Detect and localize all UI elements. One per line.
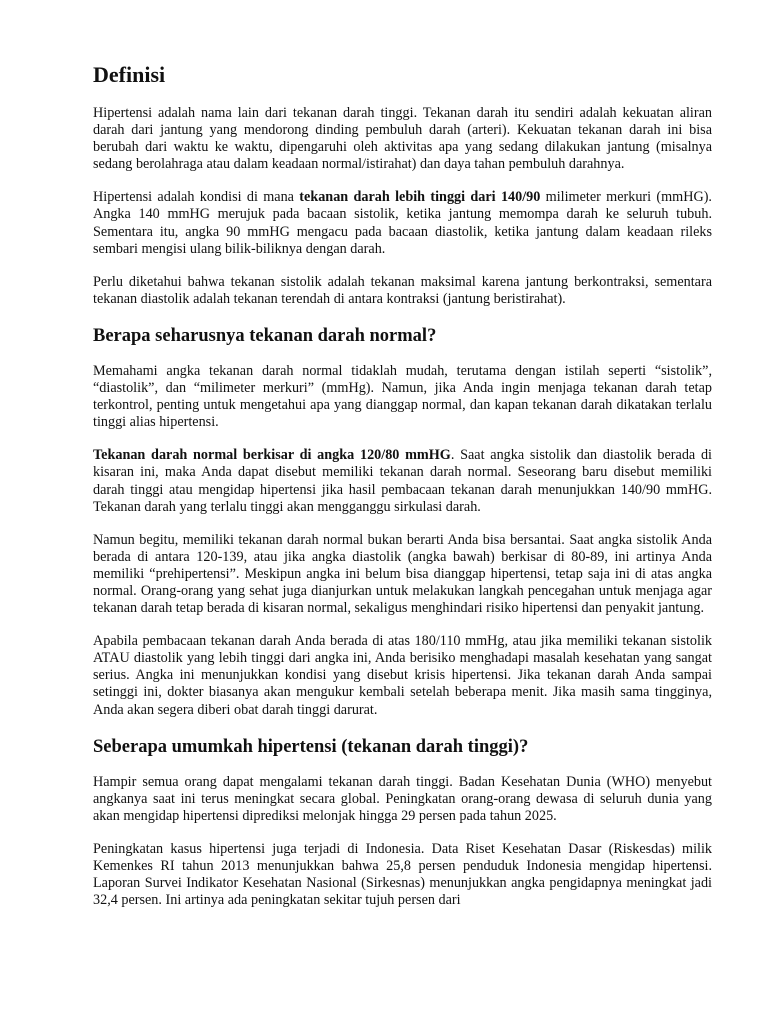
paragraph: Peningkatan kasus hipertensi juga terjadi di Indonesia. Data Riset Kesehatan Dasar (Riskesdas) milik Kemenkes RI tahun 2013 menunjukkan bahwa 25,8 persen penduduk Indonesia mengidap hipertensi. Laporan Survei Indikator Kesehatan Nasional (Sirkesnas) menunjukkan angka pengidapnya meningkat jadi 32,4 persen. Ini artinya ada peningkatan sekitar tujuh persen dari — [93, 840, 712, 909]
paragraph-text: milimeter merkuri (mmHG). Angka 140 mmHG merujuk pada bacaan sistolik, ketika jantung memompa darah ke seluruh tubuh. Sementara itu, angka 90 mmHG mengacu pada bacaan diastolik, ketika jantung dalam keadaan rileks sembari mengisi ulang bilik-biliknya dengan darah. — [93, 189, 712, 257]
paragraph-bold-text: Tekanan darah normal berkisar di angka 120/80 mmHG — [93, 447, 451, 464]
section-heading-tekanan-normal: Berapa seharusnya tekanan darah normal? — [93, 325, 437, 346]
paragraph-text: Hipertensi adalah kondisi di mana — [93, 189, 300, 206]
paragraph-text: . Saat angka sistolik dan diastolik berada di kisaran ini, maka Anda dapat disebut memiliki tekanan darah normal. Seseorang baru disebut memiliki darah tinggi atau mengidap hipertensi jika hasil pembacaan tekanan darah menunjukkan 140/90 mmHG. Tekanan darah yang terlalu tinggi akan mengganggu sirkulasi darah. — [93, 447, 712, 515]
paragraph-bold-text: tekanan darah lebih tinggi dari 140/90 — [299, 189, 541, 206]
document-page — [93, 62, 712, 925]
paragraph — [93, 189, 712, 257]
paragraph: Hampir semua orang dapat mengalami tekanan darah tinggi. Badan Kesehatan Dunia (WHO) menyebut angkanya saat ini terus meningkat secara global. Peningkatan orang-orang dewasa di seluruh dunia yang akan mengidap hipertensi diprediksi melonjak hingga 29 persen pada tahun 2025. — [93, 773, 712, 824]
paragraph — [93, 447, 712, 515]
section-heading-definisi: Definisi — [93, 62, 166, 87]
paragraph: Apabila pembacaan tekanan darah Anda berada di atas 180/110 mmHg, atau jika memiliki tekanan sistolik ATAU diastolik yang lebih tinggi dari angka ini, Anda berisiko menghadapi masalah kesehatan yang sangat serius. Angka ini menunjukkan kondisi yang disebut krisis hipertensi. Jika tekanan darah Anda sampai setinggi ini, dokter biasanya akan mengukur kembali setelah beberapa menit. Jika masih sama tingginya, Anda akan segera diberi obat darah tinggi darurat. — [93, 633, 712, 718]
paragraph: Perlu diketahui bahwa tekanan sistolik adalah tekanan maksimal karena jantung berkontraksi, sementara tekanan diastolik adalah tekanan terendah di antara kontraksi (jantung beristirahat). — [93, 273, 712, 307]
section-heading-seberapa-umum: Seberapa umumkah hipertensi (tekanan darah tinggi)? — [93, 736, 529, 757]
paragraph: Hipertensi adalah nama lain dari tekanan darah tinggi. Tekanan darah itu sendiri adalah kekuatan aliran darah dari jantung yang mendorong dinding pembuluh darah (arteri). Kekuatan tekanan darah ini bisa berubah dari waktu ke waktu, dipengaruhi oleh aktivitas apa yang sedang dilakukan jantung (misalnya sedang berolahraga atau dalam keadaan normal/istirahat) dan daya tahan pembuluh darahnya. — [93, 105, 712, 173]
paragraph: Namun begitu, memiliki tekanan darah normal bukan berarti Anda bisa bersantai. Saat angka sistolik Anda berada di antara 120-139, atau jika angka diastolik (angka bawah) berkisar di 80-89, ini artinya Anda memiliki “prehipertensi”. Meskipun angka ini belum bisa dianggap hipertensi, tetap saja ini di atas angka normal. Orang-orang yang sehat juga dianjurkan untuk melakukan langkah pencegahan untuk menjaga agar tekanan darah tetap berada di kisaran normal, sekaligus menghindari risiko hipertensi dan penyakit jantung. — [93, 531, 712, 617]
paragraph: Memahami angka tekanan darah normal tidaklah mudah, terutama dengan istilah seperti “sistolik”, “diastolik”, dan “milimeter merkuri” (mmHg). Namun, jika Anda ingin menjaga tekanan darah tetap terkontrol, penting untuk mengetahui apa yang dianggap normal, dan kapan tekanan darah dikatakan terlalu tinggi alias hipertensi. — [93, 362, 712, 431]
